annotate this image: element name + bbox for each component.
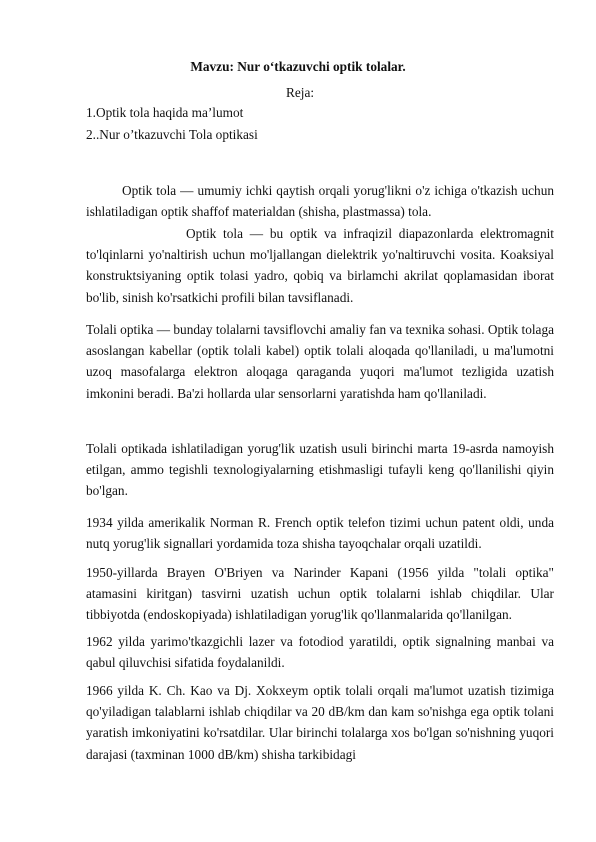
paragraph-2: Optik tola — bu optik va infraqizil diapazonlarda elektromagnit to'lqinlarni yo'naltirish uchun mo'ljallangan dielektrik yo'naltiruvchi vosita. Koaksiyal konstruktsiyaning optik tolasi yadro, qobiq va birlamchi akrilat qoplamasidan iborat bo'lib, sinish ko'rsatkichi profili bilan tavsiflanadi.: [86, 226, 554, 305]
plan-item-2: 2..Nur o’tkazuvchi Tola optikasi: [86, 127, 258, 142]
paragraph-4: Tolali optikada ishlatiladigan yorug'lik uzatish usuli birinchi marta 19-asrda namoyish etilgan, ammo tegishli texnologiyalarning etishmasligi tufayli keng qo'llanilishi qiyin bo'lgan.: [86, 441, 554, 499]
paragraph-3: Tolali optika — bunday tolalarni tavsiflovchi amaliy fan va texnika sohasi. Optik tolaga asoslangan kabellar (optik tolali kabel) optik tolali aloqada qo'llaniladi, u ma'lumotni uzoq masofalarga elektron aloqaga qaraganda yuqori ma'lumot tezligida uzatish imkonini beradi. Ba'zi hollarda ular sensorlarni yaratishda ham qo'llaniladi.: [86, 322, 554, 401]
plan-item-1: 1.Optik tola haqida ma’lumot: [86, 105, 244, 120]
paragraph-1: Optik tola — umumiy ichki qaytish orqali yorug'likni o'z ichiga o'tkazish uchun ishlatiladigan optik shaffof materialdan (shisha, plastmassa) tola.: [86, 183, 554, 220]
paragraph-7: 1962 yilda yarimo'tkazgichli lazer va fotodiod yaratildi, optik signalning manbai va qabul qiluvchisi sifatida foydalanildi.: [86, 634, 554, 671]
paragraph-8: 1966 yilda K. Ch. Kao va Dj. Xokxeym optik tolali orqali ma'lumot uzatish tizimiga qo'yiladigan talablarni ishlab chiqdilar va 20 dB/km dan kam so'nishga ega optik tolani yaratish imkoniyatini ko'rsatdilar. Ular birinchi tolalarga xos bo'lgan so'nishning yuqori darajasi (taxminan 1000 dB/km) shisha tarkibidagi: [86, 683, 554, 762]
plan-heading: Reja:: [286, 85, 315, 100]
document-title: Mavzu: Nur o‘tkazuvchi optik tolalar.: [190, 59, 406, 74]
paragraph-6: 1950-yillarda Brayen O'Briyen va Narinder Kapani (1956 yilda "tolali optika" atamasini kiritgan) tasvirni uzatish uchun optik tolalarni ishlab chiqdilar. Ular tibbiyotda (endoskopiyada) ishlatiladigan yorug'lik qo'llanmalarida qo'llanilgan.: [86, 565, 554, 623]
paragraph-5: 1934 yilda amerikalik Norman R. French optik telefon tizimi uchun patent oldi, unda nutq yorug'lik signallari yordamida toza shisha tayoqchalar orqali uzatildi.: [86, 515, 554, 552]
